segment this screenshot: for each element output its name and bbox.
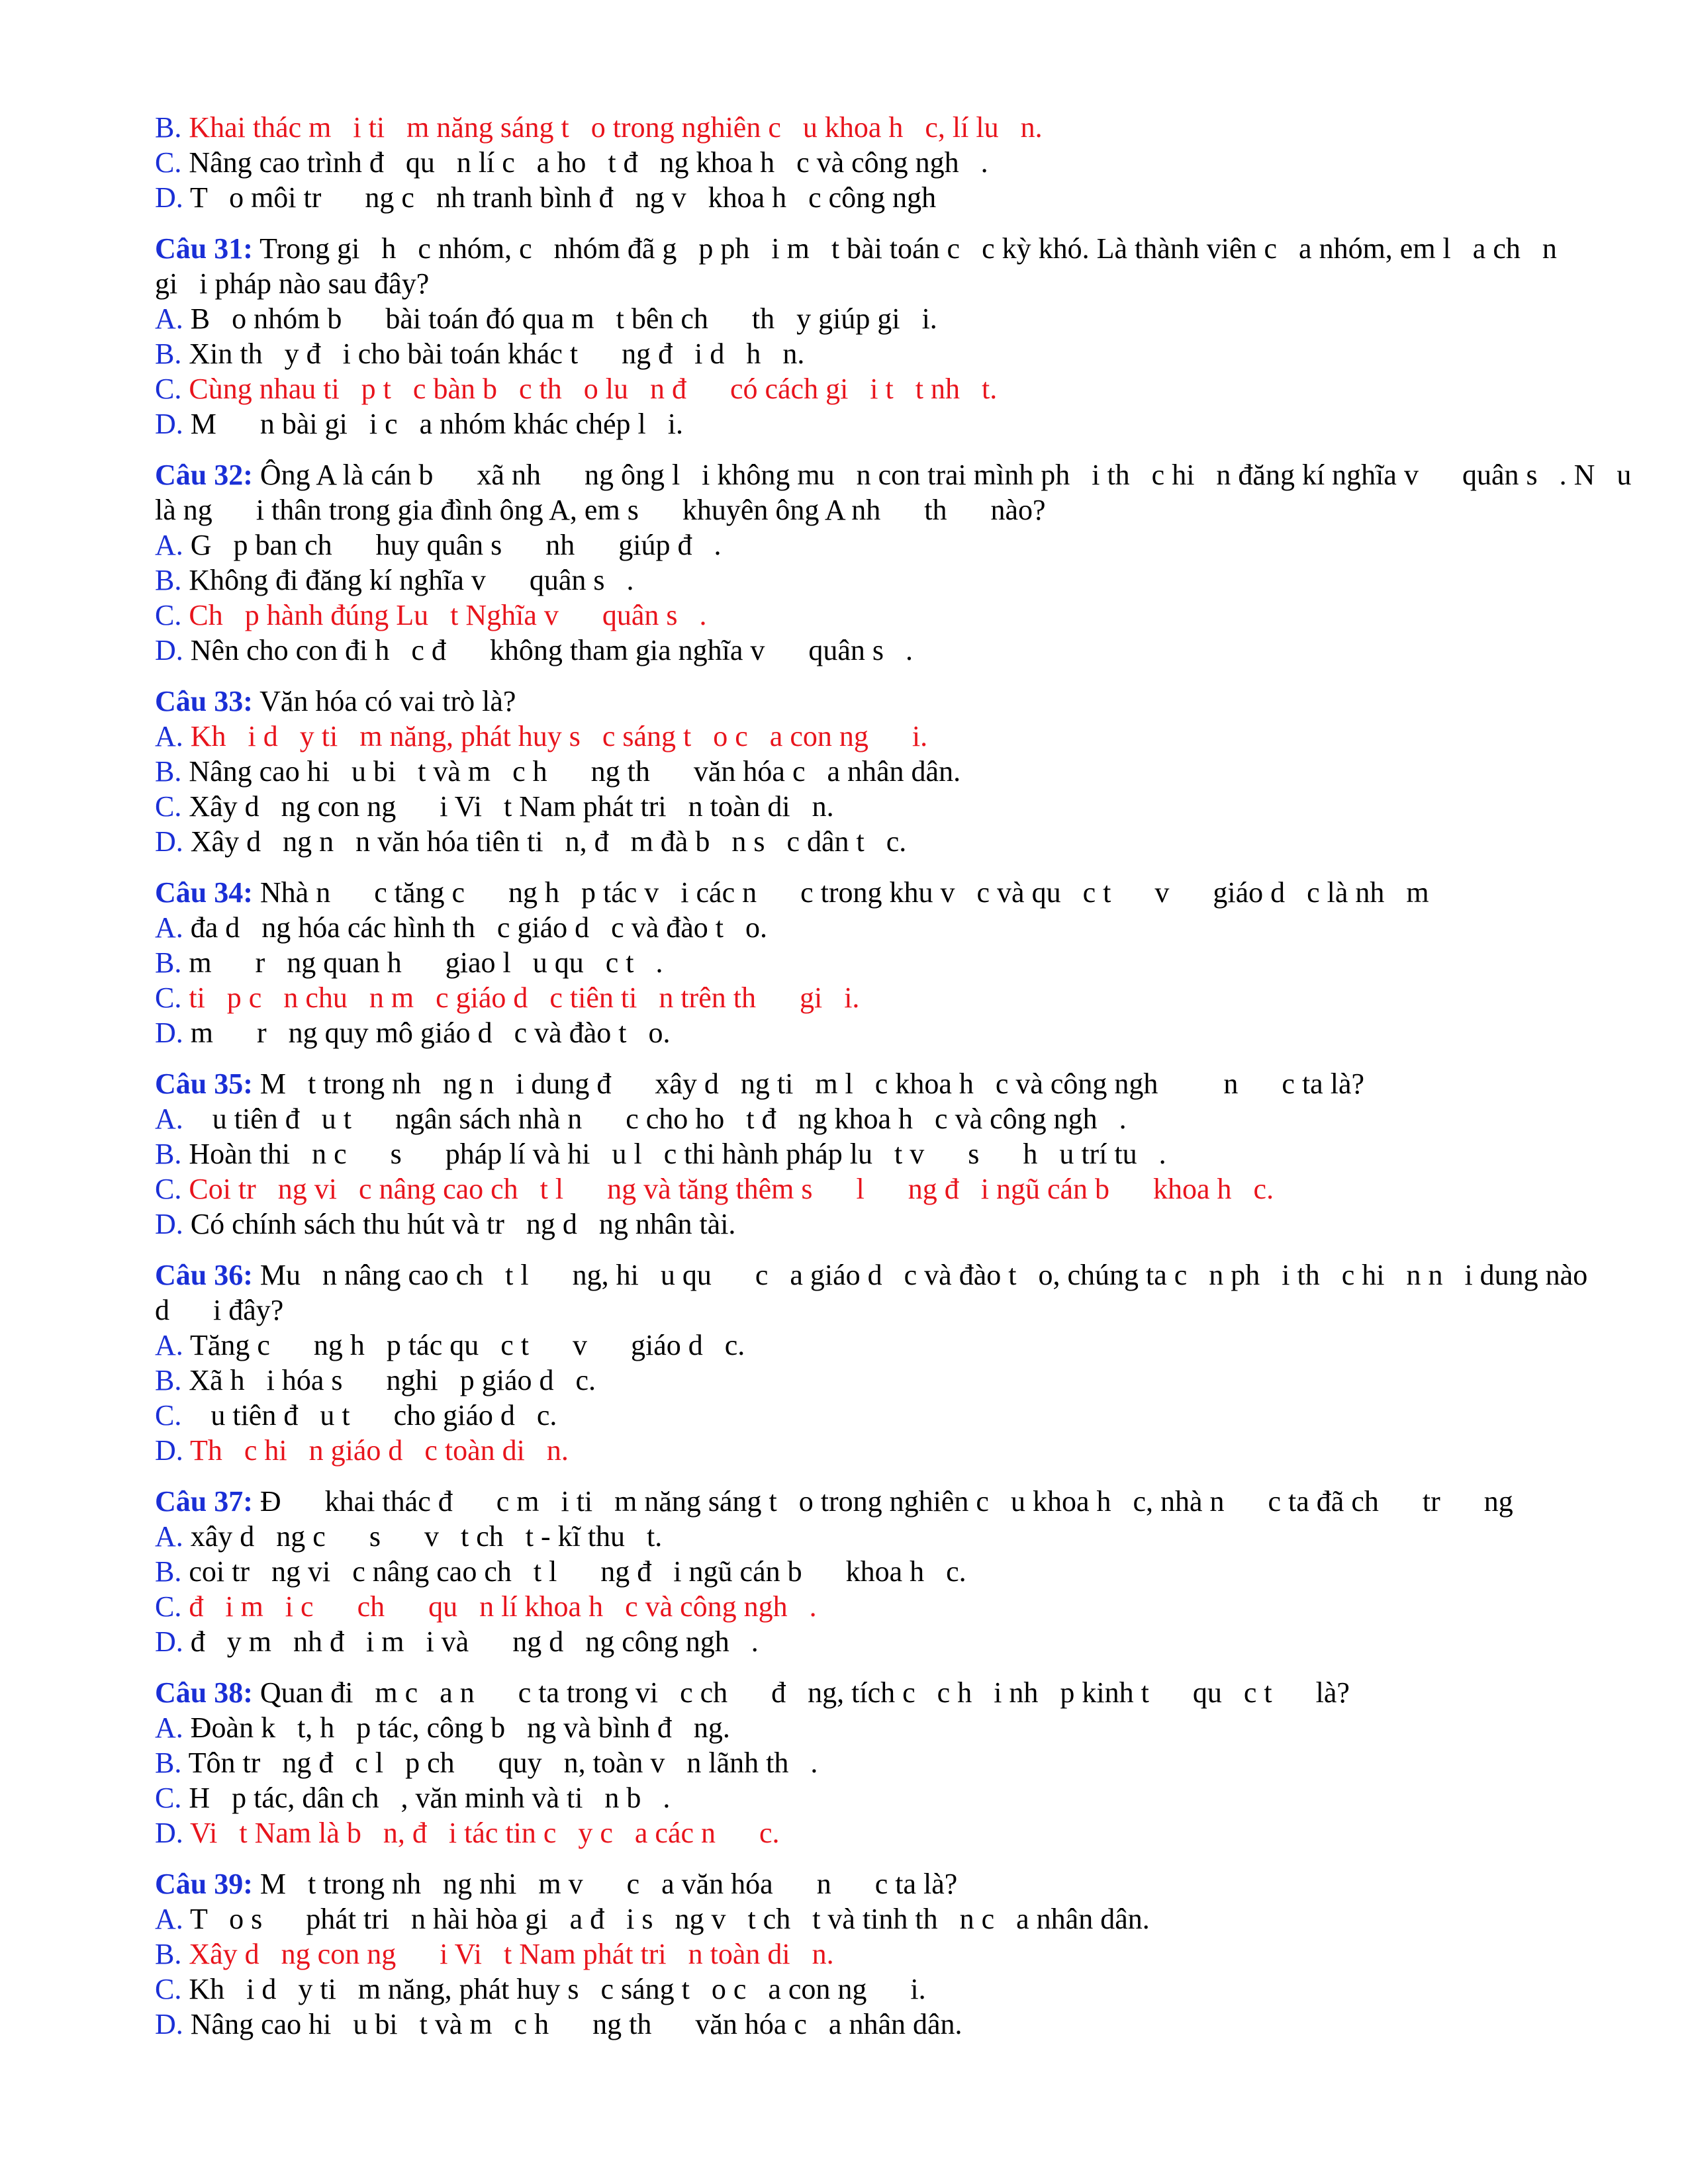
option-text: Coi tr ng vi c nâng cao ch t l ng và tăng thêm s l ng đ i ngũ cán b khoa h c. (189, 1173, 1274, 1205)
question-block (155, 1866, 1569, 2042)
answer-option (155, 563, 1569, 598)
option-text: Khai thác m i ti m năng sáng t o trong nghiên c u khoa h c, lí lu n. (189, 111, 1043, 144)
answer-option (155, 527, 1569, 563)
option-letter: B. (155, 111, 182, 144)
option-letter: B. (155, 1138, 182, 1170)
question-text-line (155, 684, 1569, 719)
option-text: T o s phát tri n hài hòa gi a đ i s ng v t ch t và tinh th n c a nhân dân. (190, 1903, 1150, 1935)
option-letter: D. (155, 1817, 183, 1849)
option-letter: A. (155, 911, 183, 944)
option-text: T o môi tr ng c nh tranh bình đ ng v khoa h c công ngh (190, 181, 937, 214)
question-block (155, 1257, 1588, 1468)
question-block (155, 875, 1569, 1050)
answer-option-correct (155, 371, 1569, 406)
option-text: Xây d ng con ng i Vi t Nam phát tri n toàn di n. (189, 1938, 834, 1970)
option-letter: A. (155, 720, 183, 752)
option-letter: A. (155, 1103, 183, 1135)
question-number: Câu 35: (155, 1068, 253, 1100)
option-text: đa d ng hóa các hình th c giáo d c và đào t o. (190, 911, 767, 944)
question-text-line (155, 1066, 1569, 1101)
answer-option (155, 1780, 1569, 1815)
answer-option (155, 1328, 1569, 1363)
question-text: Ông A là cán b xã nh ng ông l i không mu n con trai mình ph i th c hi n đăng kí nghĩa v quân s . N u (259, 459, 1632, 491)
answer-option (155, 754, 1569, 789)
option-letter: D. (155, 408, 183, 440)
question-text-line (155, 231, 1569, 266)
option-text: Vi t Nam là b n, đ i tác tin c y c a các n c. (190, 1817, 780, 1849)
answer-option (155, 789, 1569, 824)
option-text: xây d ng c s v t ch t - kĩ thu t. (190, 1520, 663, 1553)
option-letter: A. (155, 1903, 183, 1935)
option-letter: B. (155, 1364, 182, 1396)
option-text: Nâng cao trình đ qu n lí c a ho t đ ng khoa h c và công ngh . (189, 146, 988, 179)
answer-option (155, 1206, 1569, 1242)
answer-option-correct (155, 110, 1569, 145)
option-letter: D. (155, 825, 183, 858)
option-letter: B. (155, 338, 182, 370)
question-text: Quan đi m c a n c ta trong vi c ch đ ng, tích c c h i nh p kinh t qu c t là? (259, 1676, 1350, 1709)
question-text-line (155, 457, 1632, 492)
option-letter: B. (155, 946, 182, 979)
question-number: Câu 36: (155, 1259, 253, 1291)
question-text: Mu n nâng cao ch t l ng, hi u qu c a giáo d c và đào t o, chúng ta c n ph i th c hi n n i dung nào (259, 1259, 1588, 1291)
answer-option-correct (155, 1433, 1569, 1468)
question-text-line (155, 875, 1569, 910)
question-number: Câu 32: (155, 459, 253, 491)
option-letter: B. (155, 1938, 182, 1970)
option-letter: C. (155, 1973, 182, 2005)
option-text: m r ng quy mô giáo d c và đào t o. (190, 1017, 671, 1049)
option-letter: B. (155, 564, 182, 596)
question-text: Văn hóa có vai trò là? (259, 685, 516, 717)
question-text: là ng i thân trong gia đình ông A, em s khuyên ông A nh th nào? (155, 494, 1046, 526)
answer-option (155, 1363, 1569, 1398)
option-text: M n bài gi i c a nhóm khác chép l i. (190, 408, 683, 440)
option-text: đ y m nh đ i m i và ng d ng công ngh . (190, 1625, 759, 1658)
option-text: Tôn tr ng đ c l p ch quy n, toàn v n lãnh th . (188, 1747, 818, 1779)
answer-option (155, 1015, 1569, 1050)
option-letter: A. (155, 529, 183, 561)
option-letter: D. (155, 1434, 183, 1467)
question-list (155, 231, 1632, 2042)
question-text-line (155, 1293, 1569, 1328)
question-text: d i đây? (155, 1294, 284, 1326)
option-text: Không đi đăng kí nghĩa v quân s . (189, 564, 634, 596)
answer-option (155, 1519, 1569, 1554)
option-text: Có chính sách thu hút và tr ng d ng nhân tài. (190, 1208, 736, 1240)
question-text: M t trong nh ng n i dung đ xây d ng ti m l c khoa h c và công ngh n c ta là? (259, 1068, 1364, 1100)
option-text: Ch p hành đúng Lu t Nghĩa v quân s . (189, 599, 707, 631)
option-text: Cùng nhau ti p t c bàn b c th o lu n đ có cách gi i t t nh t. (189, 373, 998, 405)
option-letter: B. (155, 755, 182, 788)
option-letter: C. (155, 1399, 182, 1432)
answer-option (155, 1901, 1569, 1936)
option-letter: C. (155, 373, 182, 405)
option-text: Nâng cao hi u bi t và m c h ng th văn hóa c a nhân dân. (190, 2008, 962, 2040)
answer-option-correct (155, 980, 1569, 1015)
answer-option (155, 633, 1569, 668)
option-letter: C. (155, 1173, 182, 1205)
option-letter: D. (155, 1208, 183, 1240)
question-text-line (155, 266, 1569, 301)
answer-option (155, 910, 1569, 945)
question-text: Trong gi h c nhóm, c nhóm đã g p ph i m t bài toán c c kỳ khó. Là thành viên c a nhóm, em l a ch n (259, 232, 1557, 265)
option-letter: C. (155, 790, 182, 823)
option-letter: C. (155, 1590, 182, 1623)
option-text: H p tác, dân ch , văn minh và ti n b . (189, 1782, 671, 1814)
question-number: Câu 34: (155, 876, 253, 909)
option-letter: C. (155, 981, 182, 1014)
question-block (155, 1066, 1569, 1242)
option-text: Kh i d y ti m năng, phát huy s c sáng t o c a con ng i. (190, 720, 928, 752)
option-letter: B. (155, 1555, 182, 1588)
answer-option (155, 945, 1569, 980)
option-text: B o nhóm b bài toán đó qua m t bên ch th y giúp gi i. (190, 302, 937, 335)
option-text: G p ban ch huy quân s nh giúp đ . (190, 529, 722, 561)
option-letter: D. (155, 634, 183, 666)
answer-option (155, 301, 1569, 336)
option-text: m r ng quan h giao l u qu c t . (189, 946, 663, 979)
option-letter: D. (155, 2008, 183, 2040)
option-text: Tăng c ng h p tác qu c t v giáo d c. (190, 1329, 745, 1361)
question-block (155, 1484, 1569, 1659)
option-text: Hoàn thi n c s pháp lí và hi u l c thi hành pháp lu t v s h u trí tu . (189, 1138, 1166, 1170)
intro-options (155, 110, 1569, 215)
option-letter: A. (155, 302, 183, 335)
option-letter: C. (155, 146, 182, 179)
option-text: Kh i d y ti m năng, phát huy s c sáng t o c a con ng i. (189, 1973, 926, 2005)
answer-option (155, 1136, 1569, 1171)
option-text: u tiên đ u t cho giáo d c. (189, 1399, 557, 1432)
answer-option-correct (155, 598, 1569, 633)
option-letter: A. (155, 1711, 183, 1744)
question-number: Câu 37: (155, 1485, 253, 1518)
question-text-line (155, 492, 1569, 527)
option-letter: D. (155, 1017, 183, 1049)
answer-option (155, 824, 1569, 859)
question-block (155, 1675, 1569, 1850)
question-text-line (155, 1675, 1569, 1710)
answer-option-correct (155, 1815, 1569, 1850)
question-block (155, 684, 1569, 859)
answer-option (155, 2007, 1569, 2042)
question-text-line (155, 1257, 1588, 1293)
option-letter: C. (155, 1782, 182, 1814)
option-text: Xin th y đ i cho bài toán khác t ng đ i d h n. (189, 338, 805, 370)
answer-option (155, 180, 1569, 215)
answer-option (155, 1710, 1569, 1745)
option-letter: C. (155, 599, 182, 631)
option-text: Đoàn k t, h p tác, công b ng và bình đ ng. (190, 1711, 730, 1744)
answer-option-correct (155, 1936, 1569, 1972)
question-text: Nhà n c tăng c ng h p tác v i các n c trong khu v c và qu c t v giáo d c là nh m (259, 876, 1429, 909)
option-text: Xây d ng con ng i Vi t Nam phát tri n toàn di n. (189, 790, 834, 823)
question-block (155, 457, 1632, 668)
option-letter: A. (155, 1329, 183, 1361)
answer-option-correct (155, 1171, 1569, 1206)
question-number: Câu 38: (155, 1676, 253, 1709)
answer-option (155, 145, 1569, 180)
option-letter: B. (155, 1747, 182, 1779)
option-letter: D. (155, 181, 183, 214)
answer-option (155, 1398, 1569, 1433)
answer-option (155, 1624, 1569, 1659)
option-letter: D. (155, 1625, 183, 1658)
question-text-line (155, 1484, 1569, 1519)
answer-option (155, 406, 1569, 441)
option-text: Nên cho con đi h c đ không tham gia nghĩa v quân s . (190, 634, 914, 666)
question-text: gi i pháp nào sau đây? (155, 267, 430, 300)
answer-option (155, 1745, 1569, 1780)
option-text: đ i m i c ch qu n lí khoa h c và công ngh . (189, 1590, 817, 1623)
option-text: Xã h i hóa s nghi p giáo d c. (189, 1364, 596, 1396)
option-text: u tiên đ u t ngân sách nhà n c cho ho t đ ng khoa h c và công ngh . (190, 1103, 1127, 1135)
answer-option-correct (155, 1589, 1569, 1624)
option-text: Xây d ng n n văn hóa tiên ti n, đ m đà b n s c dân t c. (190, 825, 907, 858)
answer-option (155, 1554, 1569, 1589)
question-number: Câu 33: (155, 685, 253, 717)
answer-option (155, 1972, 1569, 2007)
option-text: ti p c n chu n m c giáo d c tiên ti n trên th gi i. (189, 981, 860, 1014)
question-block (155, 231, 1569, 441)
question-text-line (155, 1866, 1569, 1901)
question-number: Câu 31: (155, 232, 253, 265)
question-text: Đ khai thác đ c m i ti m năng sáng t o trong nghiên c u khoa h c, nhà n c ta đã ch tr ng (259, 1485, 1513, 1518)
answer-option (155, 1101, 1569, 1136)
answer-option-correct (155, 719, 1569, 754)
option-text: Nâng cao hi u bi t và m c h ng th văn hóa c a nhân dân. (189, 755, 961, 788)
option-text: coi tr ng vi c nâng cao ch t l ng đ i ngũ cán b khoa h c. (189, 1555, 966, 1588)
answer-option (155, 336, 1569, 371)
option-text: Th c hi n giáo d c toàn di n. (190, 1434, 569, 1467)
option-letter: A. (155, 1520, 183, 1553)
question-text: M t trong nh ng nhi m v c a văn hóa n c ta là? (259, 1868, 958, 1900)
question-number: Câu 39: (155, 1868, 253, 1900)
